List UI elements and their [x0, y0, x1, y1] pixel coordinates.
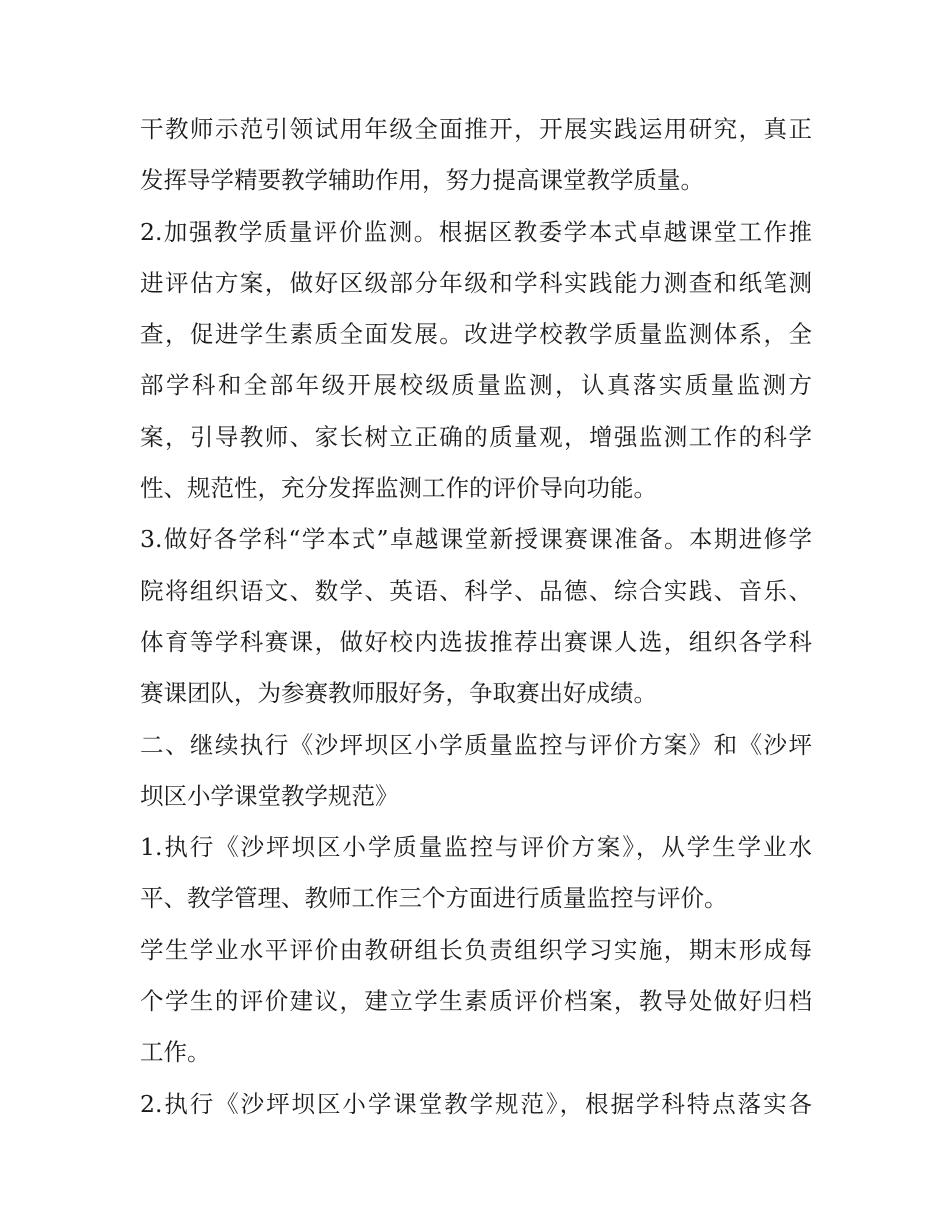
text-line: 进评估方案，做好区级部分年级和学科实践能力测查和纸笔测 [140, 268, 812, 297]
text-line: 学生学业水平评价由教研组长负责组织学习实施，期末形成每 [140, 935, 812, 964]
text-line: 赛课团队，为参赛教师服好务，争取赛出好成绩。 [140, 679, 657, 708]
document-body [140, 104, 812, 1130]
text-line: 坝区小学课堂教学规范》 [140, 781, 399, 810]
text-line: 查，促进学生素质全面发展。改进学校教学质量监测体系，全 [140, 320, 812, 349]
text-line: 干教师示范引领试用年级全面推开，开展实践运用研究，真正 [140, 115, 812, 143]
text-line: 平、教学管理、教师工作三个方面进行质量监控与评价。 [140, 884, 728, 913]
text-line: 性、规范性，充分发挥监测工作的评价导向功能。 [140, 474, 657, 503]
text-line: 案，引导教师、家长树立正确的质量观，增强监测工作的科学 [140, 422, 812, 451]
text-line: 1.执行《沙坪坝区小学质量监控与评价方案》，从学生学业水 [140, 833, 812, 862]
text-line: 2.加强教学质量评价监测。根据区教委学本式卓越课堂工作推 [140, 217, 812, 246]
text-line: 发挥导学精要教学辅助作用，努力提高课堂教学质量。 [140, 166, 704, 195]
text-line: 3.做好各学科“学本式”卓越课堂新授课赛课准备。本期进修学 [140, 525, 812, 554]
text-line: 个学生的评价建议，建立学生素质评价档案，教导处做好归档 [140, 987, 812, 1016]
text-line: 工作。 [140, 1038, 211, 1067]
text-line: 2.执行《沙坪坝区小学课堂教学规范》，根据学科特点落实各 [140, 1089, 812, 1118]
text-line: 二、继续执行《沙坪坝区小学质量监控与评价方案》和《沙坪 [140, 730, 812, 759]
text-line: 体育等学科赛课，做好校内选拔推荐出赛课人选，组织各学科 [140, 627, 812, 656]
text-line: 部学科和全部年级开展校级质量监测，认真落实质量监测方 [140, 371, 812, 400]
text-line: 院将组织语文、数学、英语、科学、品德、综合实践、音乐、 [140, 576, 812, 605]
